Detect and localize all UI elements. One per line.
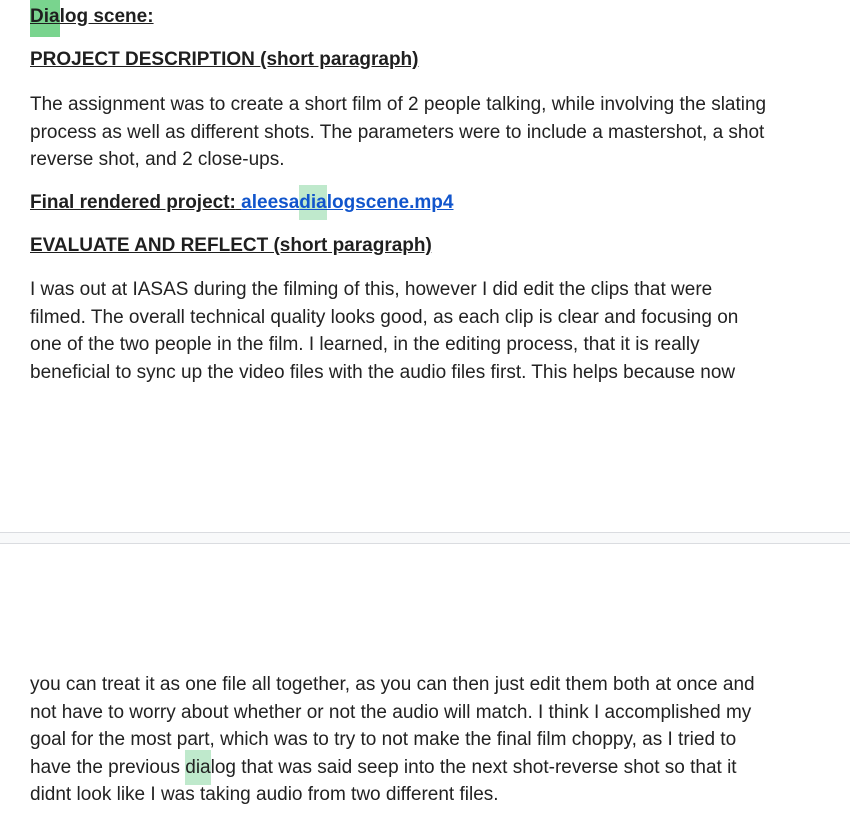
final-project-link[interactable]: aleesadialogscene.mp4	[241, 185, 453, 220]
final-project-label: Final rendered project:	[30, 192, 236, 213]
paragraph-line: The assignment was to create a short film of 2 people talking, while involving the slating	[30, 94, 767, 115]
paragraph-line: I was out at IASAS during the filming of this, however I did edit the clips that were	[30, 279, 713, 300]
title-text: log scene:	[59, 6, 154, 27]
paragraph-line: beneficial to sync up the video files with the audio files first. This helps because now	[30, 361, 736, 383]
final-project-heading	[30, 192, 453, 214]
search-match-current: Dia	[30, 0, 60, 37]
search-match: dia	[299, 185, 326, 220]
project-description-heading: PROJECT DESCRIPTION (short paragraph)	[30, 49, 419, 70]
paragraph-line: didnt look like I was taking audio from two different files.	[30, 784, 499, 805]
page-break	[0, 532, 850, 544]
paragraph-line: process as well as different shots. The parameters were to include a mastershot, a shot	[30, 121, 765, 143]
project-description-paragraph	[30, 91, 842, 174]
paragraph-line: filmed. The overall technical quality looks good, as each clip is clear and focusing on	[30, 306, 739, 328]
paragraph-line: have the previous dialog that was said seep into the next shot-reverse shot so that it	[30, 754, 842, 782]
search-match: dia	[185, 750, 210, 785]
evaluate-reflect-heading: EVALUATE AND REFLECT (short paragraph)	[30, 235, 432, 256]
paragraph-line: reverse shot, and 2 close-ups.	[30, 149, 285, 170]
paragraph-line: goal for the most part, which was to try to not make the final film choppy, as I tried to	[30, 729, 737, 750]
evaluate-reflect-paragraph	[30, 276, 842, 386]
evaluate-reflect-paragraph-continued	[30, 671, 842, 809]
paragraph-line: not have to worry about whether or not the audio will match. I think I accomplished my	[30, 701, 752, 723]
paragraph-line: one of the two people in the film. I learned, in the editing process, that it is really	[30, 334, 700, 355]
document-title	[30, 6, 154, 28]
paragraph-line: you can treat it as one file all together, as you can then just edit them both at once and	[30, 674, 755, 695]
